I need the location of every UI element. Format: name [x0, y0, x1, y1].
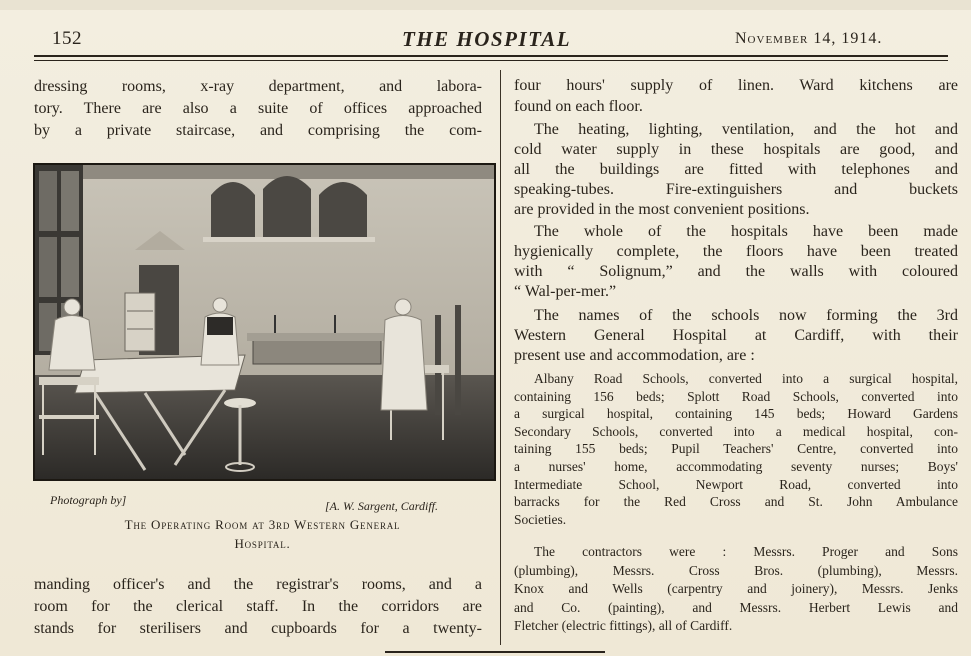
- operating-room-photograph: [33, 163, 496, 481]
- text-line: The heating, lighting, ventilation, and the hot and: [534, 121, 958, 138]
- text-line: four hours' supply of linen. Ward kitchens are: [514, 77, 958, 94]
- text-line: Secondary Schools, converted into a medical hospital, con-: [514, 423, 958, 439]
- footer-rule: [385, 651, 605, 653]
- header-rule-thick: [34, 55, 948, 57]
- text-line: taining 155 beds; Pupil Teachers' Centre, converted into: [514, 441, 958, 457]
- text-line: are provided in the most convenient positions.: [514, 201, 810, 218]
- text-line: by a private staircase, and comprising the com-: [34, 122, 482, 139]
- text-line: a surgical hospital, containing 145 beds; Howard Gardens: [514, 406, 958, 422]
- right-column-paragraph-4: [514, 306, 958, 366]
- text-line: containing 156 beds; Splott Road Schools, converted into: [514, 388, 958, 404]
- issue-date: November 14, 1914.: [735, 30, 883, 47]
- header-rule-thin: [34, 60, 948, 61]
- text-line: The names of the schools now forming the 3rd: [534, 307, 958, 324]
- photo-illustration: [35, 165, 494, 479]
- contractors-paragraph: [514, 543, 958, 636]
- text-line: stands for sterilisers and cupboards for a twenty-: [34, 620, 482, 637]
- photo-caption: [33, 515, 492, 553]
- text-line: with “ Solignum,” and the walls with coloured: [514, 263, 958, 280]
- text-line: dressing rooms, x-ray department, and labora-: [34, 78, 482, 95]
- running-header: [0, 22, 971, 52]
- text-line: present use and accommodation, are :: [514, 347, 755, 364]
- right-column-paragraph-1: [514, 76, 958, 117]
- text-line: Knox and Wells (carpentry and joinery), Messrs. Jenks: [514, 581, 958, 596]
- text-line: manding officer's and the registrar's rooms, and a: [34, 576, 482, 593]
- text-line: hygienically complete, the floors have been treated: [514, 243, 958, 260]
- text-line: The whole of the hospitals have been made: [534, 223, 958, 240]
- text-line: tory. There are also a suite of offices approached: [34, 100, 482, 117]
- photo-caption-line: Hospital.: [234, 536, 291, 551]
- photo-credit-photographer: [A. W. Sargent, Cardiff.: [325, 499, 439, 513]
- page-top-edge: [0, 0, 971, 10]
- photo-credit-label: Photograph by]: [50, 493, 127, 507]
- text-line: barracks for the Red Cross and St. John Ambulance: [514, 494, 958, 510]
- text-line: cold water supply in these hospitals are good, and: [514, 141, 958, 158]
- text-line: found on each floor.: [514, 97, 643, 115]
- text-line: all the buildings are fitted with telephones and: [514, 161, 958, 178]
- text-line: a nurses' home, accommodating seventy nurses; Boys': [514, 458, 958, 474]
- text-line: Intermediate School, Newport Road, converted into: [514, 476, 958, 492]
- left-column-top-text: [34, 76, 482, 142]
- column-divider: [500, 70, 501, 645]
- schools-list-paragraph: [514, 370, 958, 528]
- text-line: Western General Hospital at Cardiff, with their: [514, 327, 958, 344]
- right-column-paragraph-3: [514, 222, 958, 302]
- text-line: The contractors were : Messrs. Proger and Sons: [534, 544, 958, 559]
- text-line: speaking-tubes. Fire-extinguishers and buckets: [514, 181, 958, 198]
- text-line: Societies.: [514, 511, 567, 527]
- journal-title: THE HOSPITAL: [402, 27, 572, 51]
- page-number: 152: [52, 28, 82, 49]
- text-line: Fletcher (electric fittings), all of Cardiff.: [514, 618, 733, 633]
- left-column-bottom-text: [34, 574, 482, 640]
- text-line: (plumbing), Messrs. Cross Bros. (plumbing), Messrs.: [514, 562, 958, 578]
- photo-caption-line: The Operating Room at 3rd Western General: [124, 517, 401, 532]
- text-line: “ Wal-per-mer.”: [514, 283, 617, 300]
- text-line: and Co. (painting), and Messrs. Herbert Lewis and: [514, 599, 958, 615]
- text-line: Albany Road Schools, converted into a surgical hospital,: [534, 371, 958, 386]
- text-line: room for the clerical staff. In the corridors are: [34, 598, 482, 615]
- right-column-paragraph-2: [514, 120, 958, 220]
